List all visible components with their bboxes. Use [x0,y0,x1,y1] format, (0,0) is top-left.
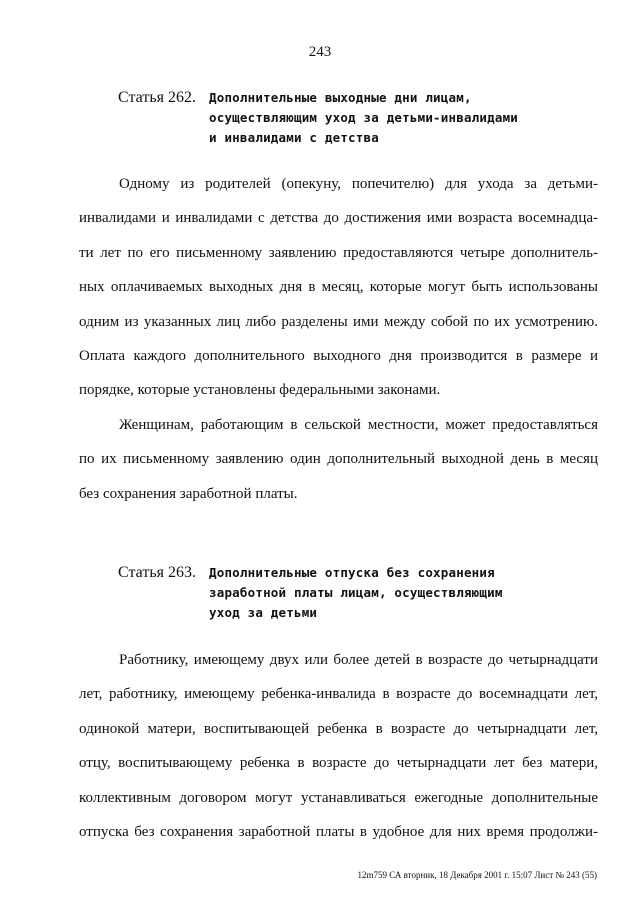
text-line: Оплата каждого дополнительного выходного дня производится в размере и [79,347,598,364]
text-line: ных оплачиваемых выходных дня в месяц, которые могут быть использованы [79,279,598,296]
text-line: порядке, которые установлены федеральными законами. [79,382,441,399]
article-label: Статья 262. [118,89,196,106]
text-line: Одному из родителей (опекуну, попечителю) для ухода за детьми- [119,176,598,192]
article-label: Статья 263. [118,564,196,581]
article-title [209,88,609,148]
text-line: коллективным договором могут устанавливаться ежегодные дополнительные [79,789,598,806]
article-title-line: Дополнительные отпуска без сохранения [209,565,495,580]
article-title-line: осуществляющим уход за детьми-инвалидами [209,110,519,125]
page-number: 243 [308,44,332,60]
text-line: отпуска без сохранения заработной платы в удобное для них время продолжи- [79,823,598,840]
text-line: отцу, воспитывающему ребенка в возрасте до четырнадцати лет без матери, [79,755,598,772]
article-title [209,563,609,623]
article-title-line: уход за детьми [209,605,318,620]
text-line: Женщинам, работающим в сельской местности, может предоставляться [119,417,598,433]
article-title-line: заработной платы лицам, осуществляющим [209,585,503,600]
text-line: одинокой матери, воспитывающей ребенка в возрасте до четырнадцати лет, [79,720,598,737]
paragraph [79,167,598,408]
text-line: без сохранения заработной платы. [79,485,298,502]
text-line: лет, работнику, имеющему ребенка-инвалида в возрасте до восемнадцати лет, [79,686,598,703]
article-title-line: и инвалидами с детства [209,130,379,145]
text-line: ти лет по его письменному заявлению предоставляются четыре дополнитель- [79,244,598,261]
article-title-line: Дополнительные выходные дни лицам, [209,90,472,105]
text-line: по их письменному заявлению один дополнительный выходной день в месяц [79,451,598,468]
text-line: инвалидами и инвалидами с детства до достижения ими возраста восемнадца- [79,210,598,227]
text-line: Работнику, имеющему двух или более детей в возрасте до четырнадцати [119,652,598,668]
paragraph [79,408,598,511]
paragraph [79,643,598,849]
text-line: одним из указанных лиц либо разделены ими между собой по их усмотрению. [79,313,598,330]
page-footer: 12m759 СА вторник, 18 Декабря 2001 г. 15:07 Лист № 243 (55) [357,870,597,880]
